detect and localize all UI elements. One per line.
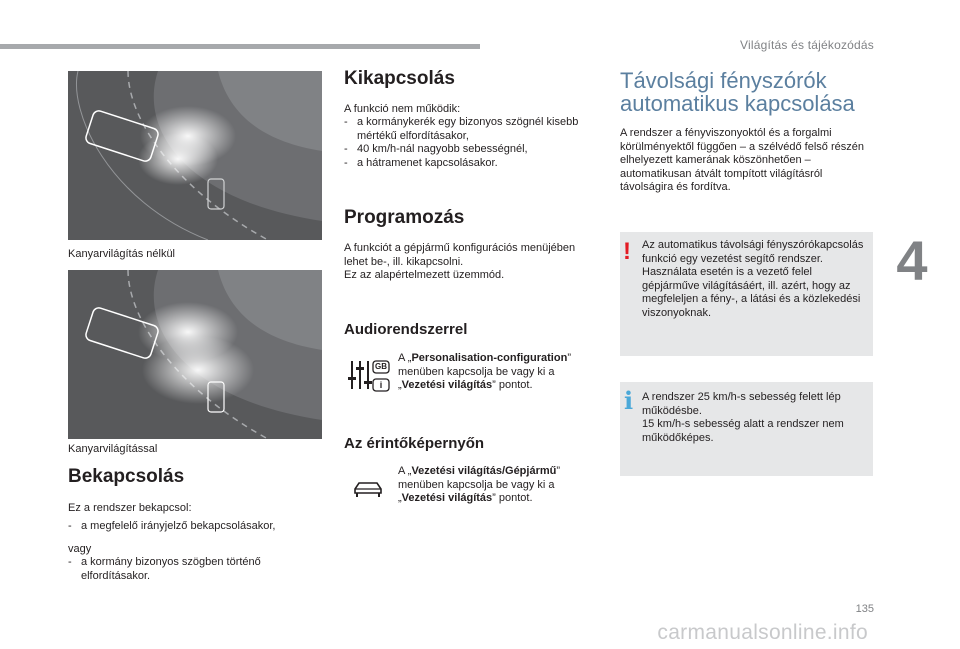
heading-programozas: Programozás (344, 207, 465, 228)
info-box (620, 382, 873, 476)
list-item: - a kormány bizonyos szögben történő elfordításakor. (68, 556, 308, 583)
heading-kikapcsolas: Kikapcsolás (344, 68, 455, 89)
header-title: Világítás és tájékozódás (740, 38, 874, 52)
kikapcsolas-intro: A funkció nem működik: (344, 103, 461, 115)
watermark: carmanualsonline.info (657, 621, 868, 644)
info-label: i (379, 380, 383, 390)
heading-bekapcsolas: Bekapcsolás (68, 466, 185, 487)
programozas-text (344, 242, 599, 283)
page-number: 135 (855, 603, 874, 615)
programozas-line-2: Ez az alapértelmezett üzemmód. (344, 269, 505, 281)
caption-cornering-on: Kanyarvilágítással (68, 443, 158, 455)
list-item: - 40 km/h-nál nagyobb sebességnél, (344, 143, 594, 157)
audio-item-name: Vezetési világítás (401, 379, 493, 391)
warning-line-2: Használata esetén is a vezető felel gépjárműve világításáért, ill. azért, hogy az megfeleljen a fény-, a látási és a közlekedési viszonyoknak. (642, 266, 861, 319)
touch-menu-name: Vezetési világítás/Gépjármű (411, 465, 557, 477)
heading-touchscreen: Az érintőképernyőn (344, 435, 485, 452)
bekapcsolas-list-2 (68, 556, 308, 583)
image-cornering-off (68, 71, 322, 240)
settings-sliders-icon (346, 355, 390, 395)
car-icon (352, 478, 384, 500)
info-line-2: 15 km/h-s sebesség alatt a rendszer nem működőképes. (642, 418, 844, 444)
chapter-number: 4 (896, 229, 928, 292)
heading-audio: Audiorendszerrel (344, 321, 468, 338)
info-text (642, 391, 864, 445)
warning-text (642, 239, 864, 320)
list-item: - a kormánykerék egy bizonyos szögnél kisebb mértékű elfordításakor, (344, 116, 594, 143)
bekapcsolas-intro: Ez a rendszer bekapcsol: (68, 502, 192, 514)
programozas-line-1: A funkciót a gépjármű konfigurációs menüjében lehet be-, ill. kikapcsolni. (344, 242, 576, 268)
image-cornering-on (68, 270, 322, 439)
touch-item-name: Vezetési világítás (401, 492, 493, 504)
tavolsagi-text: A rendszer a fényviszonyoktól és a forgalmi körülményektől függően – a szélvédő felső részén elhelyezett kamerának köszönhetően – automatikusan átvált tompított világításról távolságira és fordítva. (620, 127, 864, 193)
list-item: - a hátramenet kapcsolásakor. (344, 157, 594, 171)
warning-icon: ! (623, 238, 631, 265)
list-item: - a megfelelő irányjelző bekapcsolásakor, (68, 520, 323, 534)
heading-tavolsagi: Távolsági fényszórók automatikus kapcsolása (620, 68, 855, 116)
audio-text: A „Personalisation-configuration” menüben kapcsolja be vagy ki a „Vezetési világítás” pontot. (398, 352, 571, 391)
touch-text: A „Vezetési világítás/Gépjármű” menüben kapcsolja be vagy ki a „Vezetési világítás” pontot. (398, 465, 561, 504)
header-bar (0, 44, 480, 49)
warning-line-1: Az automatikus távolsági fényszórókapcsolás funkció egy vezetést segítő rendszer. (642, 239, 864, 265)
kikapcsolas-list (344, 116, 594, 170)
warning-box (620, 232, 873, 356)
bekapcsolas-list-1 (68, 520, 323, 534)
info-icon: i (624, 386, 634, 415)
gb-label: GB (375, 362, 387, 371)
caption-cornering-off: Kanyarvilágítás nélkül (68, 248, 176, 260)
info-line-1: A rendszer 25 km/h-s sebesség felett lép működésbe. (642, 391, 841, 417)
audio-menu-name: Personalisation-configuration (411, 352, 568, 364)
bekapcsolas-or: vagy (68, 543, 92, 555)
